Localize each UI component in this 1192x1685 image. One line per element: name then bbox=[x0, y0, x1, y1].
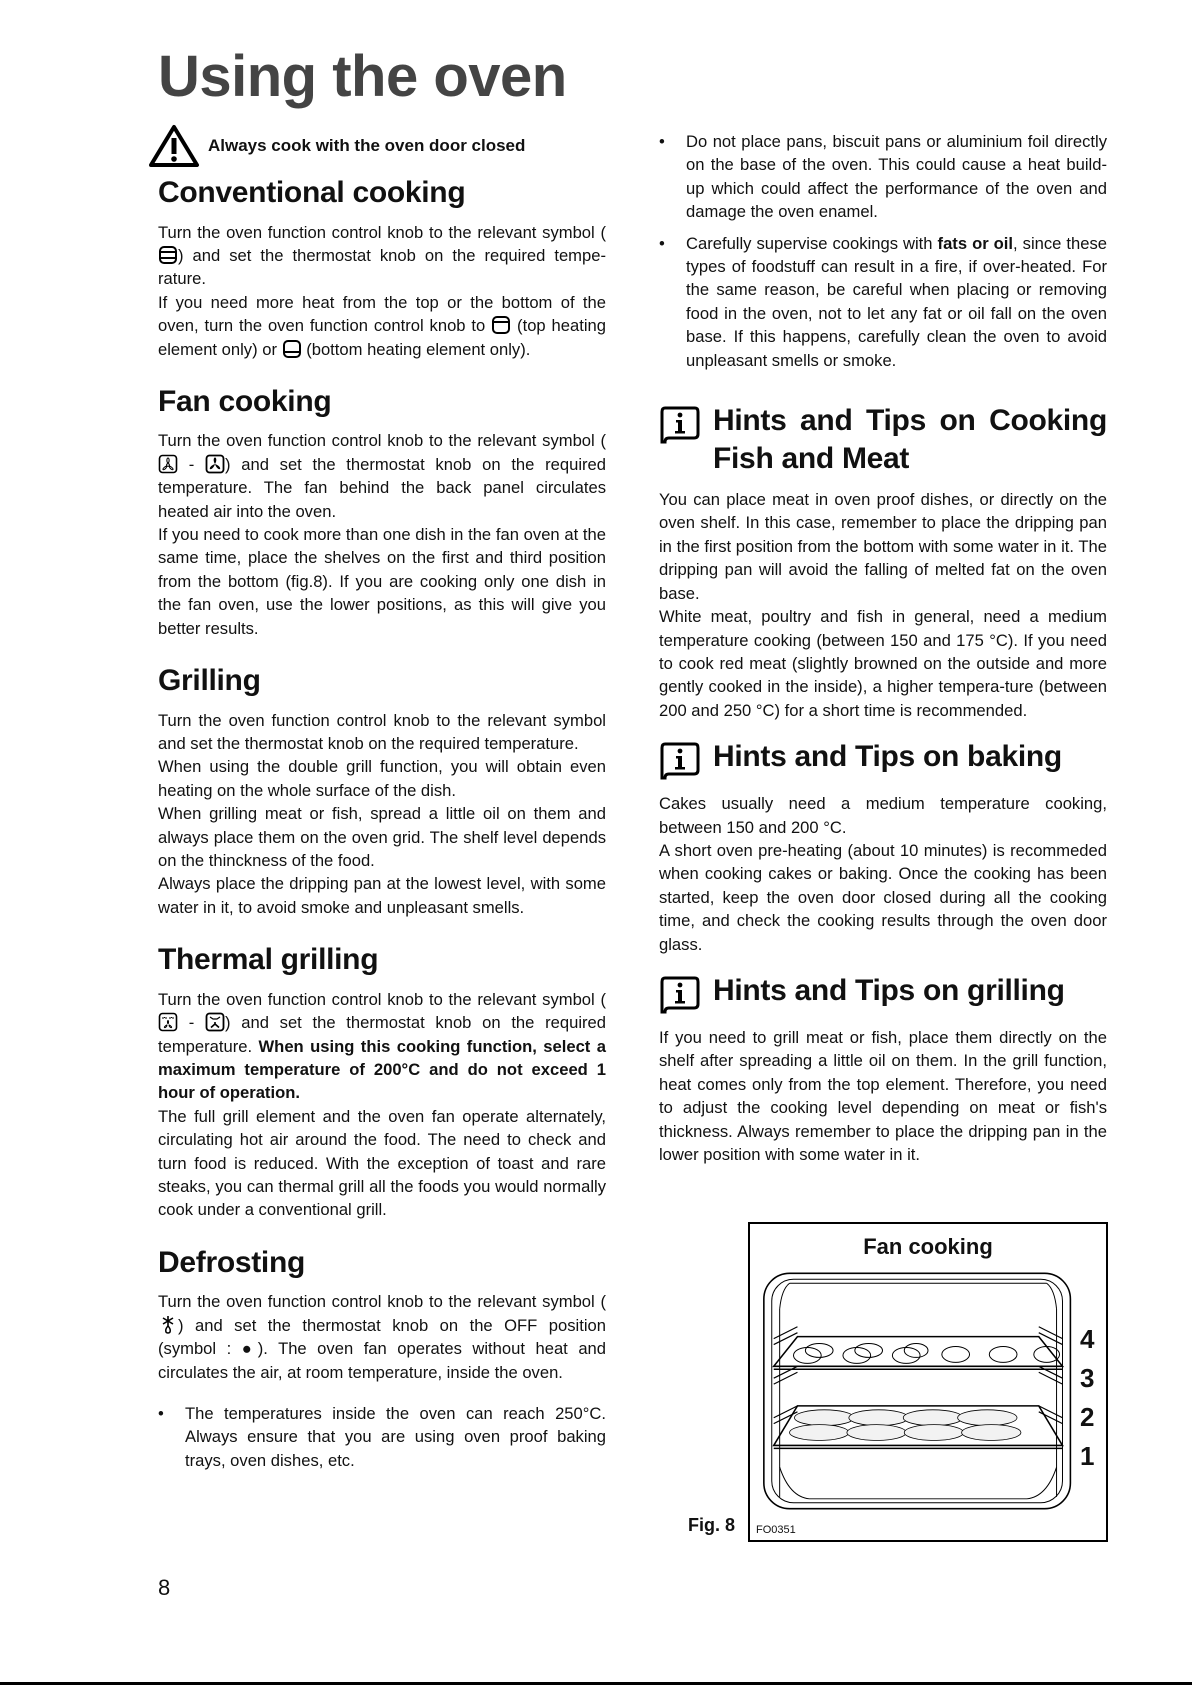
left-column bbox=[158, 124, 606, 1480]
shelf-level-1: 1 bbox=[1080, 1441, 1095, 1471]
conventional-paragraph-1: Turn the oven function control knob to the relevant symbol () and set the thermostat knob on the required tempe-rature. bbox=[158, 222, 606, 289]
heading-hints-fish-meat: Hints and Tips on Cooking Fish and Meat bbox=[713, 404, 1107, 476]
grilling-paragraph-2: When using the double grill function, you will obtain even heating on the whole surface of the dish. bbox=[158, 757, 606, 800]
bullet-fats-oil: • Carefully supervise cookings with fats or oil, since these types of foodstuff can result in a fire, if over-heated. For the same reason, be careful when placing or removing food in the oven, not to let any fat or oil fall on the oven base. If this happens, carefully clean the oven to avoid unpleasant smells or smoke. bbox=[659, 232, 1107, 372]
figure-title: Fan cooking bbox=[863, 1234, 993, 1259]
hint-grilling-header bbox=[659, 972, 1107, 1016]
right-column bbox=[659, 130, 1107, 1166]
heading-fan-cooking: Fan cooking bbox=[158, 384, 332, 418]
fan-icon-outline bbox=[158, 454, 178, 474]
page-title: Using the oven bbox=[158, 44, 567, 109]
grilling-paragraph-4: Always place the dripping pan at the lowest level, with some water in it, to avoid smoke and unpleasant smells. bbox=[158, 874, 606, 917]
heading-defrosting: Defrosting bbox=[158, 1245, 306, 1279]
heading-hints-grilling: Hints and Tips on grilling bbox=[713, 973, 1065, 1007]
warning-text: Always cook with the oven door closed bbox=[208, 136, 526, 155]
left-bullet-list bbox=[158, 1402, 606, 1472]
shelf-level-4: 4 bbox=[1080, 1324, 1095, 1354]
heading-hints-baking: Hints and Tips on baking bbox=[713, 740, 1062, 774]
hint-fish-meat-paragraph-2: White meat, poultry and fish in general, need a medium temperature cooking (between 150 and 175 °C). If you need to cook red meat (slightly browned on the outside and more gently cooked in the inside), a higher tempera-ture (between 200 and 250 °C) for a short time is recommended. bbox=[659, 607, 1107, 720]
heading-conventional-cooking: Conventional cooking bbox=[158, 176, 466, 209]
grilling-paragraph-3: When grilling meat or fish, spread a little oil on them and always place them on the oven grid. The shelf level depends on the thinckness of the food. bbox=[158, 804, 606, 871]
figure-code: FO0351 bbox=[756, 1524, 796, 1536]
right-bullet-list bbox=[659, 130, 1107, 372]
fan-paragraph-1: Turn the oven function control knob to the relevant symbol ( - ) and set the thermostat knob on the required temperature. The fan behind the back panel circulates heated air into the oven. bbox=[158, 431, 606, 521]
thermal-paragraph-1: Turn the oven function control knob to the relevant symbol ( - ) and set the thermostat knob on the required temperature. When using this cooking function, select a maximum temperature of 200°C and do not exceed 1 hour of operation. bbox=[158, 989, 606, 1103]
hint-fish-meat-header bbox=[659, 402, 1107, 478]
hint-fish-meat-paragraph-1: You can place meat in oven proof dishes, or directly on the oven shelf. In this case, remember to place the dripping pan in the first position from the bottom with some water in it. The dripping pan will avoid the falling of melted fat on the oven base. bbox=[659, 490, 1107, 603]
page-number: 8 bbox=[158, 1575, 171, 1600]
conventional-paragraph-2: If you need more heat from the top or the bottom of the oven, turn the oven function control knob to (top heating element only) or (bottom heating element only). bbox=[158, 292, 606, 359]
bullet-no-foil: • Do not place pans, biscuit pans or aluminium foil directly on the base of the oven. This could cause a heat build-up which could affect the performance of the oven and damage the oven enamel. bbox=[659, 130, 1107, 224]
shelf-level-3: 3 bbox=[1080, 1363, 1095, 1393]
top-heat-icon bbox=[491, 315, 511, 335]
thermal-warning-bold: When using this cooking function, select a maximum temperature of 200°C and do not exceed 1 hour of operation. bbox=[158, 1036, 606, 1103]
info-icon bbox=[659, 740, 701, 782]
shelf-level-2: 2 bbox=[1080, 1402, 1095, 1432]
hint-grilling-paragraph: If you need to grill meat or fish, place them directly on the shelf after spreading a little oil on them. In the grill function, heat comes only from the top element. Therefore, you need to adjust the cooking level depending on meat or fish's thickness. Always remember to place the dripping pan in the lower position with some water in it. bbox=[659, 1027, 1107, 1164]
bottom-heat-icon bbox=[282, 339, 302, 359]
fan-paragraph-2: If you need to cook more than one dish in the fan oven at the same time, place the shelves on the first and third position from the bottom (fig.8). If you are cooking only one dish in the fan oven, use the lower positions, as this will give you better results. bbox=[158, 525, 606, 638]
info-icon bbox=[659, 404, 701, 446]
fan-icon-filled bbox=[205, 454, 225, 474]
heading-thermal-grilling: Thermal grilling bbox=[158, 943, 379, 977]
info-icon bbox=[659, 974, 701, 1016]
thermal-grill-fan-icon bbox=[158, 1012, 178, 1032]
off-dot-symbol: ● bbox=[241, 1339, 258, 1359]
heading-grilling: Grilling bbox=[158, 664, 261, 698]
warning-triangle-icon bbox=[148, 124, 200, 168]
defrost-icon bbox=[158, 1315, 178, 1335]
hint-baking-header bbox=[659, 738, 1107, 782]
figure-label: Fig. 8 bbox=[688, 1515, 736, 1535]
figure-fan-cooking bbox=[748, 1222, 1108, 1542]
bullet-temperature-warning: • The temperatures inside the oven can reach 250°C. Always ensure that you are using oven proof baking trays, oven dishes, etc. bbox=[158, 1402, 606, 1472]
thermal-paragraph-2: The full grill element and the oven fan operate alternately, circulating hot air around the food. The need to check and turn food is reduced. With the exception of toast and rare steaks, you can thermal grill all the foods you would normally cook under a conventional grill. bbox=[158, 1106, 606, 1220]
warning-notice bbox=[148, 124, 606, 168]
defrosting-paragraph: Turn the oven function control knob to the relevant symbol () and set the thermostat knob on the OFF position (symbol : ●). The oven fan operates without heat and circulates the air, at room temperature, inside the oven. bbox=[158, 1292, 606, 1382]
oven-shelves-illustration bbox=[750, 1268, 1106, 1518]
hint-baking-paragraph-2: A short oven pre-heating (about 10 minutes) is recommeded when cooking cakes or baking. Once the cooking has been started, keep the oven door closed during all the cooking time, and check the cooking results through the oven door glass. bbox=[659, 840, 1107, 954]
top-bottom-heat-icon bbox=[158, 245, 178, 265]
shelf-level-numbers bbox=[1080, 1320, 1094, 1476]
hint-baking-paragraph-1: Cakes usually need a medium temperature cooking, between 150 and 200 °C. bbox=[659, 794, 1107, 837]
thermal-grill-icon bbox=[205, 1012, 225, 1032]
grilling-paragraph-1: Turn the oven function control knob to the relevant symbol and set the thermostat knob on the required temperature. bbox=[158, 710, 606, 753]
